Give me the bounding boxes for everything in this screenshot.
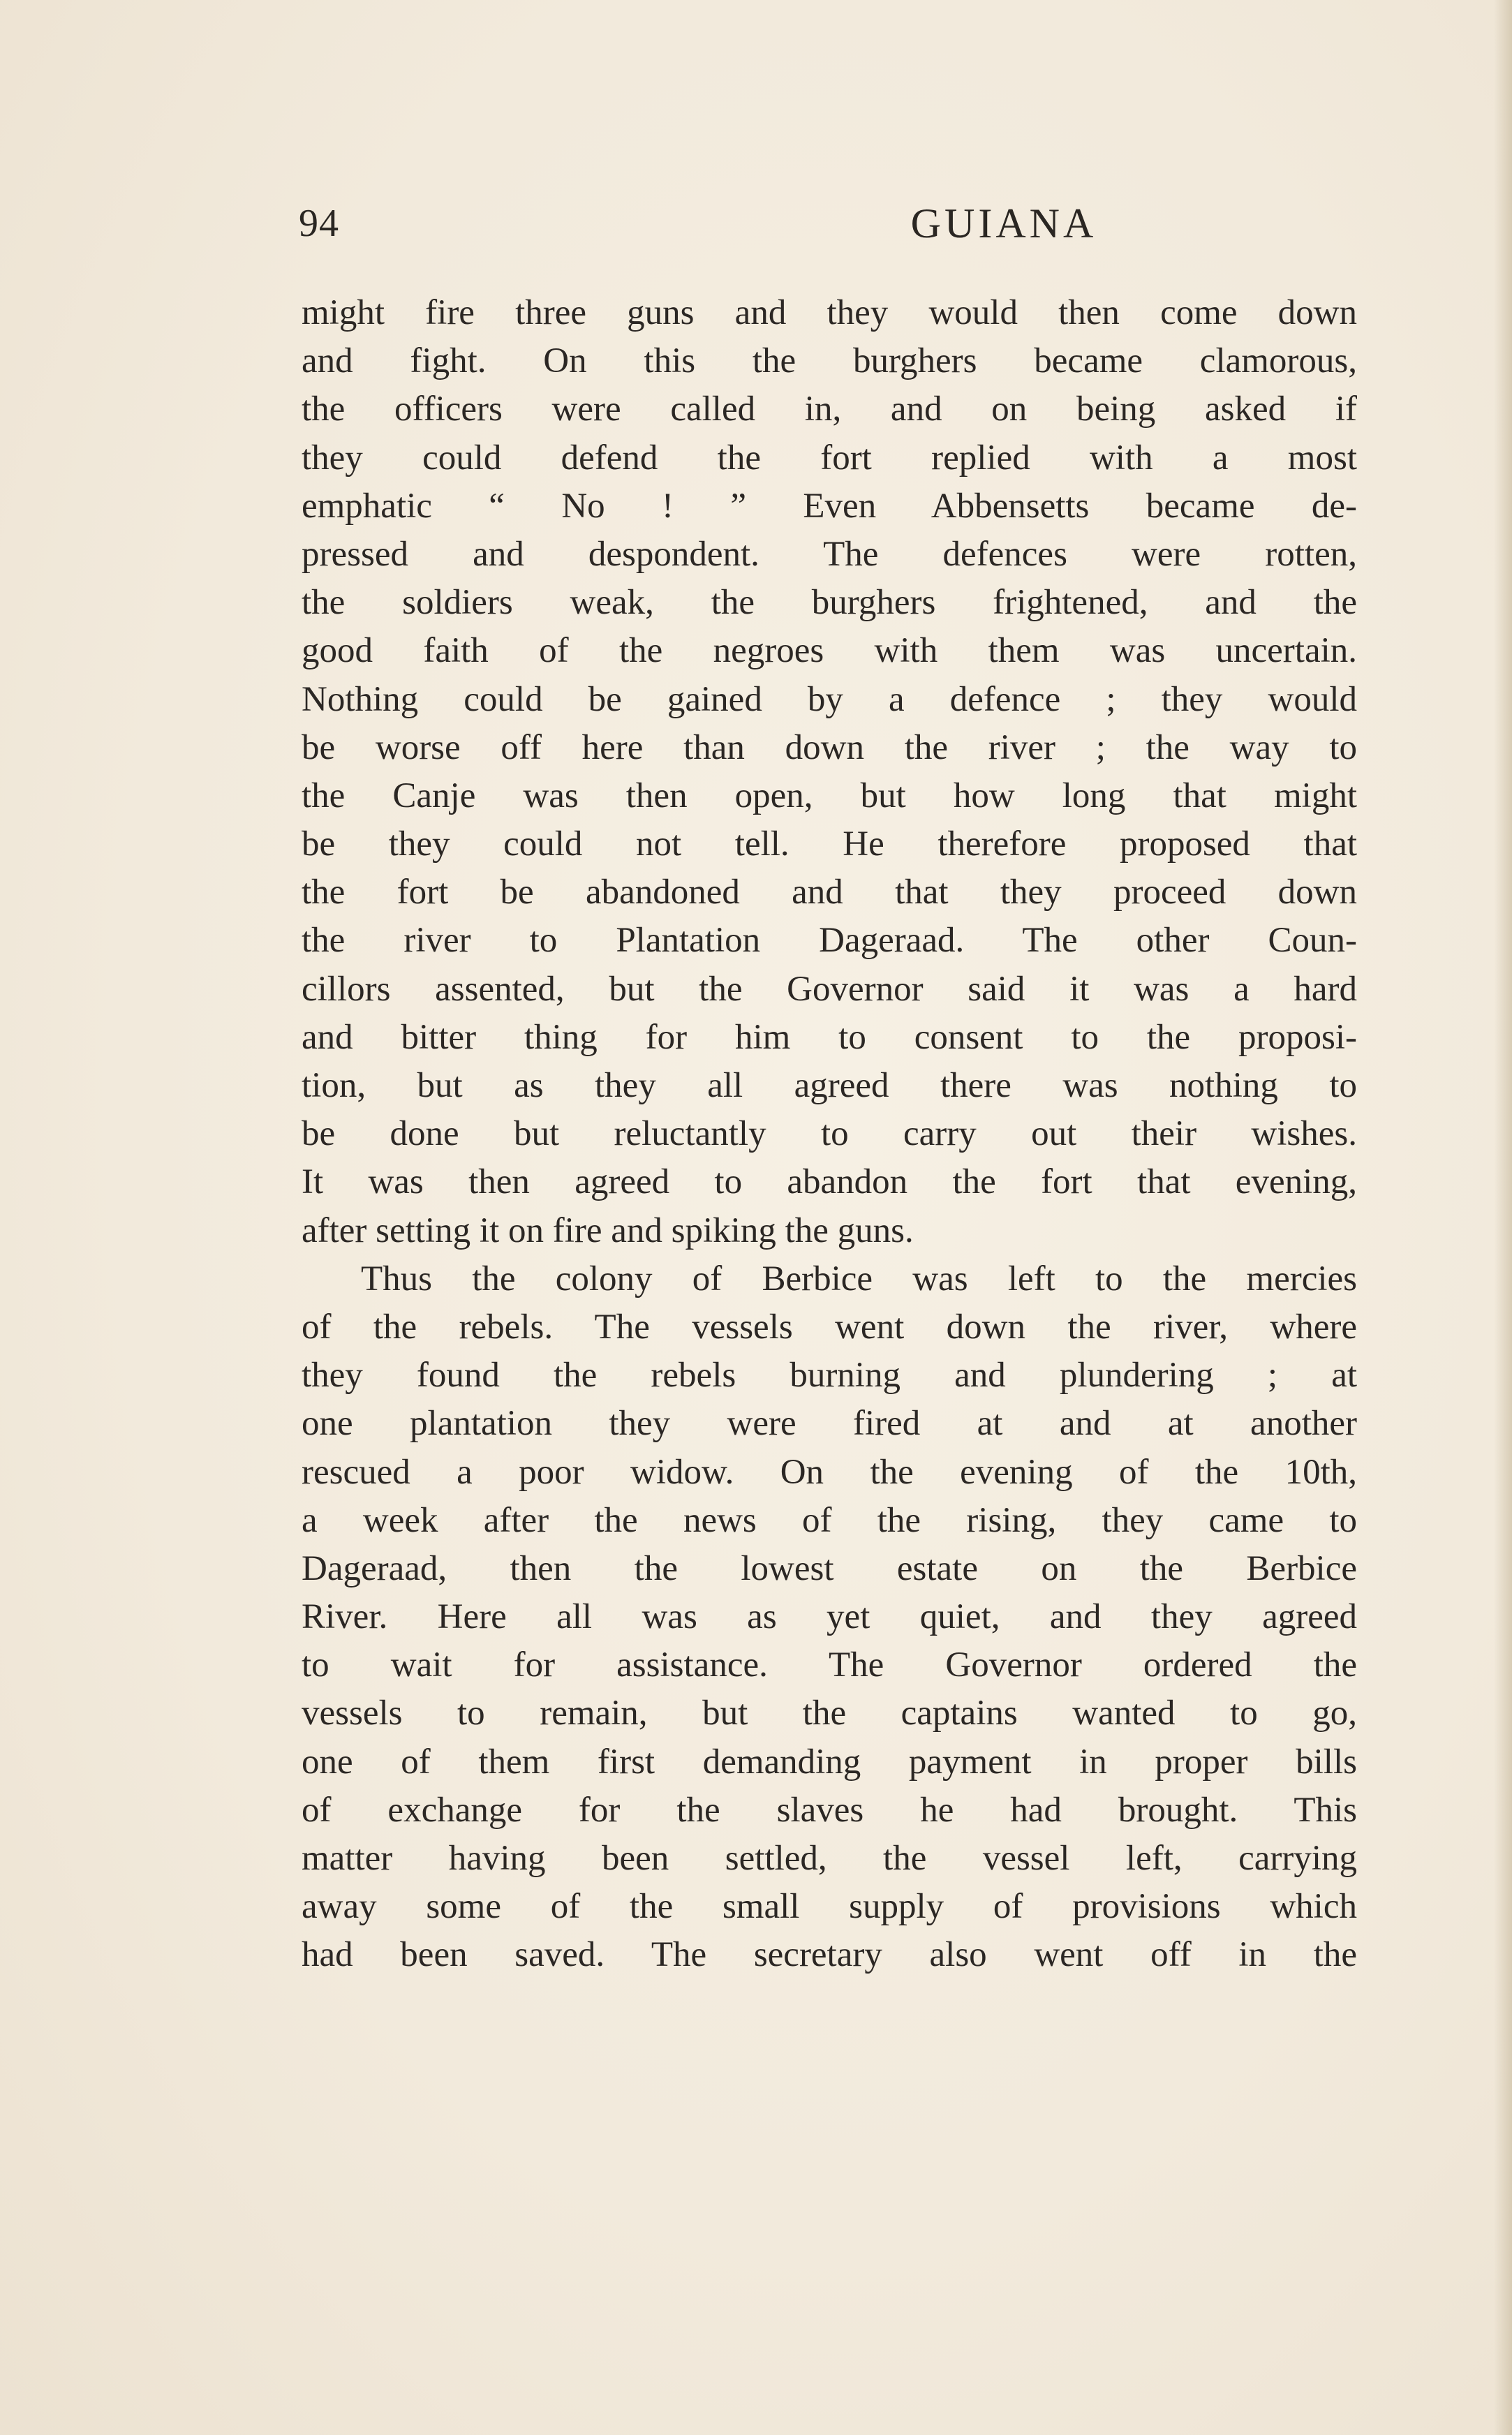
text-line: the soldiers weak, the burghers frightened, and the: [302, 583, 1357, 623]
text-line: be worse off here than down the river ; the way to: [302, 727, 1357, 767]
text-line: and fight. On this the burghers became clamorous,: [302, 341, 1357, 381]
text-line: good faith of the negroes with them was uncertain.: [302, 631, 1357, 671]
page-edge-shadow: [1494, 0, 1512, 2435]
page-header: [299, 192, 1360, 255]
text-line: and bitter thing for him to consent to the proposi-: [302, 1017, 1357, 1057]
text-line: Nothing could be gained by a defence ; they would: [302, 679, 1357, 719]
text-line: emphatic “ No ! ” Even Abbensetts became de-: [302, 486, 1357, 526]
text-line: away some of the small supply of provisions which: [302, 1887, 1357, 1927]
paragraph-last-line: after setting it on fire and spiking the guns.: [302, 1211, 914, 1250]
text-line: be done but reluctantly to carry out their wishes.: [302, 1114, 1357, 1154]
text-line: be they could not tell. He therefore proposed that: [302, 824, 1357, 864]
text-line: vessels to remain, but the captains wanted to go,: [302, 1694, 1357, 1733]
body-text: [302, 289, 1357, 1980]
text-line: the Canje was then open, but how long that might: [302, 776, 1357, 815]
text-line: tion, but as they all agreed there was nothing to: [302, 1066, 1357, 1105]
text-line: of exchange for the slaves he had brought. This: [302, 1790, 1357, 1830]
text-line: they found the rebels burning and plundering ; at: [302, 1356, 1357, 1396]
text-line: the officers were called in, and on being asked if: [302, 390, 1357, 429]
page-number: 94: [299, 202, 339, 245]
text-line: It was then agreed to abandon the fort that evening,: [302, 1162, 1357, 1202]
text-line: River. Here all was as yet quiet, and they agreed: [302, 1597, 1357, 1637]
text-line: they could defend the fort replied with a most: [302, 438, 1357, 478]
text-line: matter having been settled, the vessel left, carrying: [302, 1839, 1357, 1878]
text-line: to wait for assistance. The Governor ordered the: [302, 1645, 1357, 1685]
paragraph-first-line: Thus the colony of Berbice was left to the mercies: [361, 1259, 1357, 1298]
text-line: the river to Plantation Dageraad. The other Coun-: [302, 921, 1357, 961]
text-line: the fort be abandoned and that they proceed down: [302, 873, 1357, 912]
text-line: a week after the news of the rising, they came to: [302, 1500, 1357, 1540]
text-line: Dageraad, then the lowest estate on the Berbice: [302, 1548, 1357, 1588]
text-line: pressed and despondent. The defences were rotten,: [302, 534, 1357, 574]
text-line: one plantation they were fired at and at another: [302, 1404, 1357, 1444]
text-line: one of them first demanding payment in proper bills: [302, 1742, 1357, 1782]
running-head-title: GUIANA: [910, 200, 1097, 246]
text-line: rescued a poor widow. On the evening of the 10th,: [302, 1452, 1357, 1492]
text-line: of the rebels. The vessels went down the river, where: [302, 1307, 1357, 1347]
text-line: cillors assented, but the Governor said it was a hard: [302, 969, 1357, 1009]
text-line: had been saved. The secretary also went off in the: [302, 1935, 1357, 1975]
text-line: might fire three guns and they would then come down: [302, 293, 1357, 332]
